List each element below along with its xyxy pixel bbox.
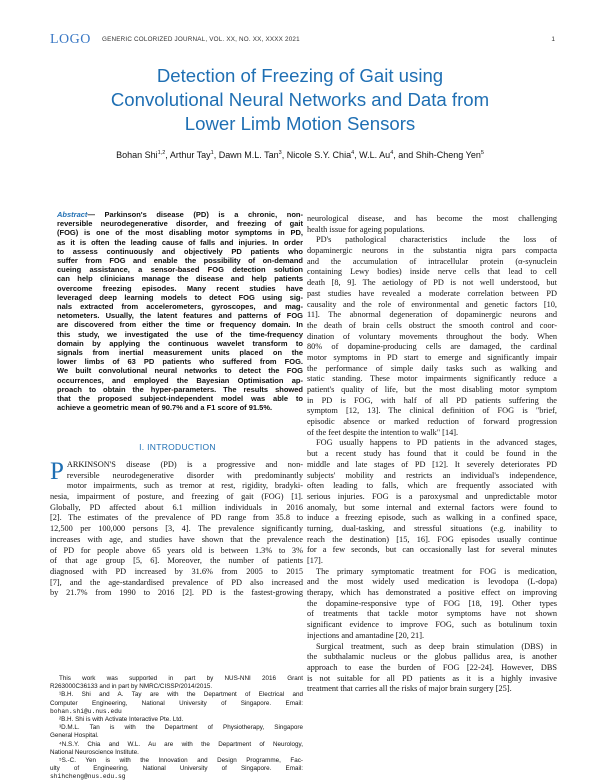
- abstract-line: suffer from FOG and enable the possibility of on-demand: [57, 256, 303, 266]
- text-line: the dopamine-responsive type of FOG [18, 19]. Other types: [307, 598, 557, 608]
- running-header: [50, 32, 555, 47]
- footnote-line: ¹B.H. Shi and A. Tay are with the Department of Electrical and: [59, 691, 303, 699]
- text-line: reversible neurodegenerative disorder with predominantly: [66, 470, 303, 480]
- text-line: of PD for people above 65 years old is between 1.3% to 3%: [50, 545, 303, 555]
- text-line: Globally, PD affected about 6.1 million individuals in 2016: [50, 502, 303, 512]
- text-line: serious injuries. FOG is a paroxysmal and unpredictable motor: [307, 491, 557, 501]
- text-line: nesia, impairment of posture, and freezing of gait (FOG) [1].: [50, 492, 303, 502]
- text-line: the death of brain cells obstruct the smooth control and coor-: [307, 320, 557, 330]
- text-line: motor impairments, such as tremor at rest, rigidity, bradyki-: [66, 481, 303, 491]
- text-line: [2]. The estimates of the prevalence of PD range from 35.8 to: [50, 513, 303, 523]
- abstract-line: We built convolutional neural networks to detect the FOG: [57, 366, 303, 376]
- footnote-line: ²B.H. Shi is with Activate Interactive Pte. Ltd.: [59, 715, 184, 723]
- author-name: Bohan Shi: [116, 150, 158, 160]
- text-line: but a recent study has found that it could be found in the: [307, 449, 557, 459]
- text-line: anomaly, but some internal and external factors were found to: [307, 502, 557, 512]
- author-name: Shih-Cheng Yen: [415, 150, 481, 160]
- abstract-line: that the proposed subject-independent model was able to: [57, 394, 303, 404]
- text-line: 12,500 per 100,000 persons [3, 4]. The prevalence significantly: [50, 524, 303, 534]
- text-line: causality and the role of environmental and genetic factors [10,: [307, 299, 557, 309]
- author-affiliation-mark: 5: [480, 150, 484, 156]
- text-line: and the most widely used medication is levodopa (L-dopa): [307, 577, 557, 587]
- abstract-line: [57, 210, 303, 219]
- text-line: health issue for ageing populations.: [307, 224, 425, 234]
- abstract-line: occurrences, and employed the Bayesian Optimisation ap-: [57, 375, 303, 385]
- text-line: death [8, 9]. The aetiology of PD is not well understood, but: [307, 278, 557, 288]
- right-column-text: [307, 214, 557, 695]
- journal-logo: LOGO: [50, 32, 91, 47]
- text-line: 80% of dopamine-producing cells are damaged, the cardinal: [307, 342, 557, 352]
- text-line: reach the destination) [15, 16]. FOG episodes usually continue: [307, 534, 557, 544]
- abstract-line: reversible neurodegenerative disorder, and freezing of gait: [57, 219, 303, 229]
- author-affiliation-mark: 4: [390, 150, 394, 156]
- title-line: Detection of Freezing of Gait using: [156, 65, 444, 86]
- text-line: injections and amantadine [20, 21].: [307, 630, 425, 640]
- footnote-line: shihcheng@nus.edu.sg: [50, 773, 126, 781]
- text-line: containing Lewy bodies) inside nerve cells that lead to cell: [307, 267, 557, 277]
- author-name: Dawn M.L. Tan: [218, 150, 279, 160]
- text-line: of the feet despite the intention to walk" [14].: [307, 427, 459, 437]
- abstract-line: lower limbs of 63 PD patients who suffered from FOG.: [57, 357, 303, 367]
- author-affiliation-mark: 3: [278, 150, 282, 156]
- text-line: approach to ease the burden of FOG [22-24]. However, DBS: [307, 662, 557, 672]
- text-line: therapy, which has demonstrated a positive effect on improving: [307, 588, 557, 598]
- text-line: [7], and the age-standardised prevalence of PD also increased: [50, 577, 303, 587]
- abstract-line: to assess continuously and objectively PD patients who: [57, 246, 303, 256]
- author-name: Nicole S.Y. Chia: [286, 150, 352, 160]
- author-separator: ,: [354, 150, 360, 160]
- abstract-line: are discovered from either the time or frequency domain. In: [57, 320, 303, 330]
- author-separator: , and: [393, 150, 416, 160]
- abstract-line: domain by applying the continuous wavelet transform to: [57, 338, 303, 348]
- text-line: diagnosed with PD increased by 31.6% from 2005 to 2015: [50, 566, 303, 576]
- author-separator: ,: [281, 150, 287, 160]
- text-line: often leading to falls, which are frequently associated with: [307, 481, 557, 491]
- text-line: The primary symptomatic treatment for FOG is medication,: [316, 566, 557, 576]
- abstract-line: cueing assistance, a sensor-based FOG detection solution: [57, 265, 303, 275]
- text-line: subjects' mobility and restricts an individual's independence,: [307, 470, 557, 480]
- footnote-line: Computer Engineering, National University of Singapore. Email:: [50, 699, 303, 707]
- abstract-line: proach to obtain the hyper-parameters. The results showed: [57, 384, 303, 394]
- abstract-line: overcome freezing episodes. Many recent studies have: [57, 283, 303, 293]
- abstract-label: Abstract: [57, 210, 88, 219]
- drop-cap: P: [50, 458, 64, 485]
- text-line: of treatments that tackle motor symptoms have not shown: [307, 609, 557, 619]
- introduction-text: [50, 460, 303, 599]
- paper-title: [40, 64, 560, 136]
- author-affiliation-mark: 4: [351, 150, 355, 156]
- footnote-line: General Hospital.: [50, 732, 99, 740]
- footnote-line: This work was supported in part by NUS-NNI 2016 Grant: [59, 675, 303, 682]
- title-line: Lower Limb Motion Sensors: [184, 113, 416, 134]
- journal-name: GENERIC COLORIZED JOURNAL, VOL. XX, NO. XX, XXXX 2021: [102, 36, 300, 43]
- author-affiliation-mark: 1,2: [157, 150, 166, 156]
- text-line: the subthalamic nucleus or the globus pallidus area, is another: [307, 652, 557, 662]
- text-line: is not suitable for all PD patients as it is a highly invasive: [307, 673, 557, 683]
- section-heading-introduction: I. INTRODUCTION: [139, 442, 216, 452]
- author-separator: ,: [165, 150, 170, 160]
- text-line: increases with age, and studies have shown that the prevalence: [50, 534, 303, 544]
- footnote-line: bohan.shi@u.nus.edu: [50, 707, 122, 715]
- abstract-line: signals from inertial measurement units placed on the: [57, 348, 303, 358]
- footnote-line: R263000C36133 and in part by NMRC/CISSP/2014/2015.: [50, 683, 213, 691]
- text-line: motor symptoms in PD start to emerge and significantly impair: [307, 352, 557, 362]
- text-line: for a few seconds, but can occasionally last for several minutes: [307, 545, 557, 555]
- text-line: in PD is FOG, with half of all PD patients suffering the: [307, 395, 557, 405]
- text-line: significant evidence to improve FOG, such as botulinum toxin: [307, 620, 557, 630]
- text-line: Surgical treatment, such as deep brain stimulation (DBS) in: [316, 641, 557, 651]
- abstract-line: this study, we investigated the use of the time-frequency: [57, 329, 303, 339]
- text-line: static standing. These motor impairments significantly reduce a: [307, 374, 557, 384]
- text-line: 11]. The abnormal degeneration of dopaminergic neurons and: [307, 310, 557, 320]
- text-line: treatment that carries all the risks of major brain surgery [25].: [307, 684, 512, 694]
- footnote-line: ulty of Engineering, National University of Singapore. Email:: [50, 765, 303, 773]
- text-line: middle and late stages of PD [12]. It severely deteriorates PD: [307, 459, 557, 469]
- text-line: the performance of simple daily tasks such as walking and: [307, 363, 557, 373]
- text-line: ARKINSON'S disease (PD) is a progressive and non-: [66, 460, 303, 469]
- text-line: symptom [12, 13]. The clinical definition of FOG is "brief,: [307, 406, 557, 416]
- page-number: 1: [551, 36, 555, 43]
- abstract-text: — Parkinson's disease (PD) is a chronic, non-: [87, 210, 303, 219]
- author-affiliation-mark: 1: [210, 150, 214, 156]
- text-line: FOG usually happens to PD patients in the advanced stages,: [316, 438, 557, 448]
- text-line: induce a freezing episode, such as walking in a confined space,: [307, 513, 557, 523]
- abstract-line: achieve a geometric mean of 90.7% and a F1 score of 91.5%.: [57, 403, 273, 413]
- text-line: turning, dual-tasking, and stressful situations (e.g. inability to: [307, 523, 557, 533]
- abstract-line: leveraged deep learning models to detect FOG using sig-: [57, 292, 303, 302]
- footnote-line: ⁴N.S.Y. Chia and W.L. Au are with the Department of Neurology,: [59, 740, 303, 748]
- text-line: by 21.7% from 1990 to 2016 [2]. PD is the fastest-growing: [50, 588, 303, 598]
- abstract-line: nals extracted from accelerometers, gyroscopes, and mag-: [57, 302, 303, 312]
- abstract: [57, 210, 303, 412]
- text-line: and the accumulation of intracellular protein (α-synuclein: [307, 256, 557, 266]
- abstract-line: (FOG) is one of the most disabling motor symptoms in PD,: [57, 228, 303, 238]
- abstract-line: as it is often the leading cause of falls and injuries. In order: [57, 237, 303, 247]
- footnote-line: National Neuroscience Institute.: [50, 748, 139, 756]
- text-line: [17].: [307, 556, 323, 565]
- text-line: past studies have revealed a moderate correlation between PD: [307, 288, 557, 298]
- text-line: episodic absence or marked reduction of forward progression: [307, 417, 557, 427]
- text-line: dopaminergic neurons in the substantia nigra pars compacta: [307, 246, 557, 256]
- footnotes: [50, 675, 303, 781]
- text-line: patient's quality of life, but the most disabling motor symptom: [307, 385, 557, 394]
- title-line: Convolutional Neural Networks and Data from: [110, 89, 490, 110]
- footnote-line: ⁵S.-C. Yen is with the Innovation and Design Programme, Fac-: [59, 756, 303, 764]
- text-line: PD's pathological characteristics include the loss of: [316, 235, 557, 245]
- author-name: W.L. Au: [359, 150, 391, 160]
- abstract-line: netometers. Usually, the latent features and patterns of FOG: [57, 311, 303, 321]
- text-line: neurological disease, and has become the most challenging: [307, 214, 557, 223]
- author-list: [40, 150, 560, 160]
- author-name: Arthur Tay: [169, 150, 211, 160]
- text-line: dination of voluntary movements throughout the body. When: [307, 331, 557, 341]
- abstract-line: can help clinicians manage the disease and help patients: [57, 274, 303, 284]
- footnote-line: ³D.M.L. Tan is with the Department of Physiotherapy, Singapore: [59, 724, 303, 732]
- author-separator: ,: [213, 150, 219, 160]
- text-line: of that age group [5, 6]. Moreover, the number of patients: [50, 556, 303, 566]
